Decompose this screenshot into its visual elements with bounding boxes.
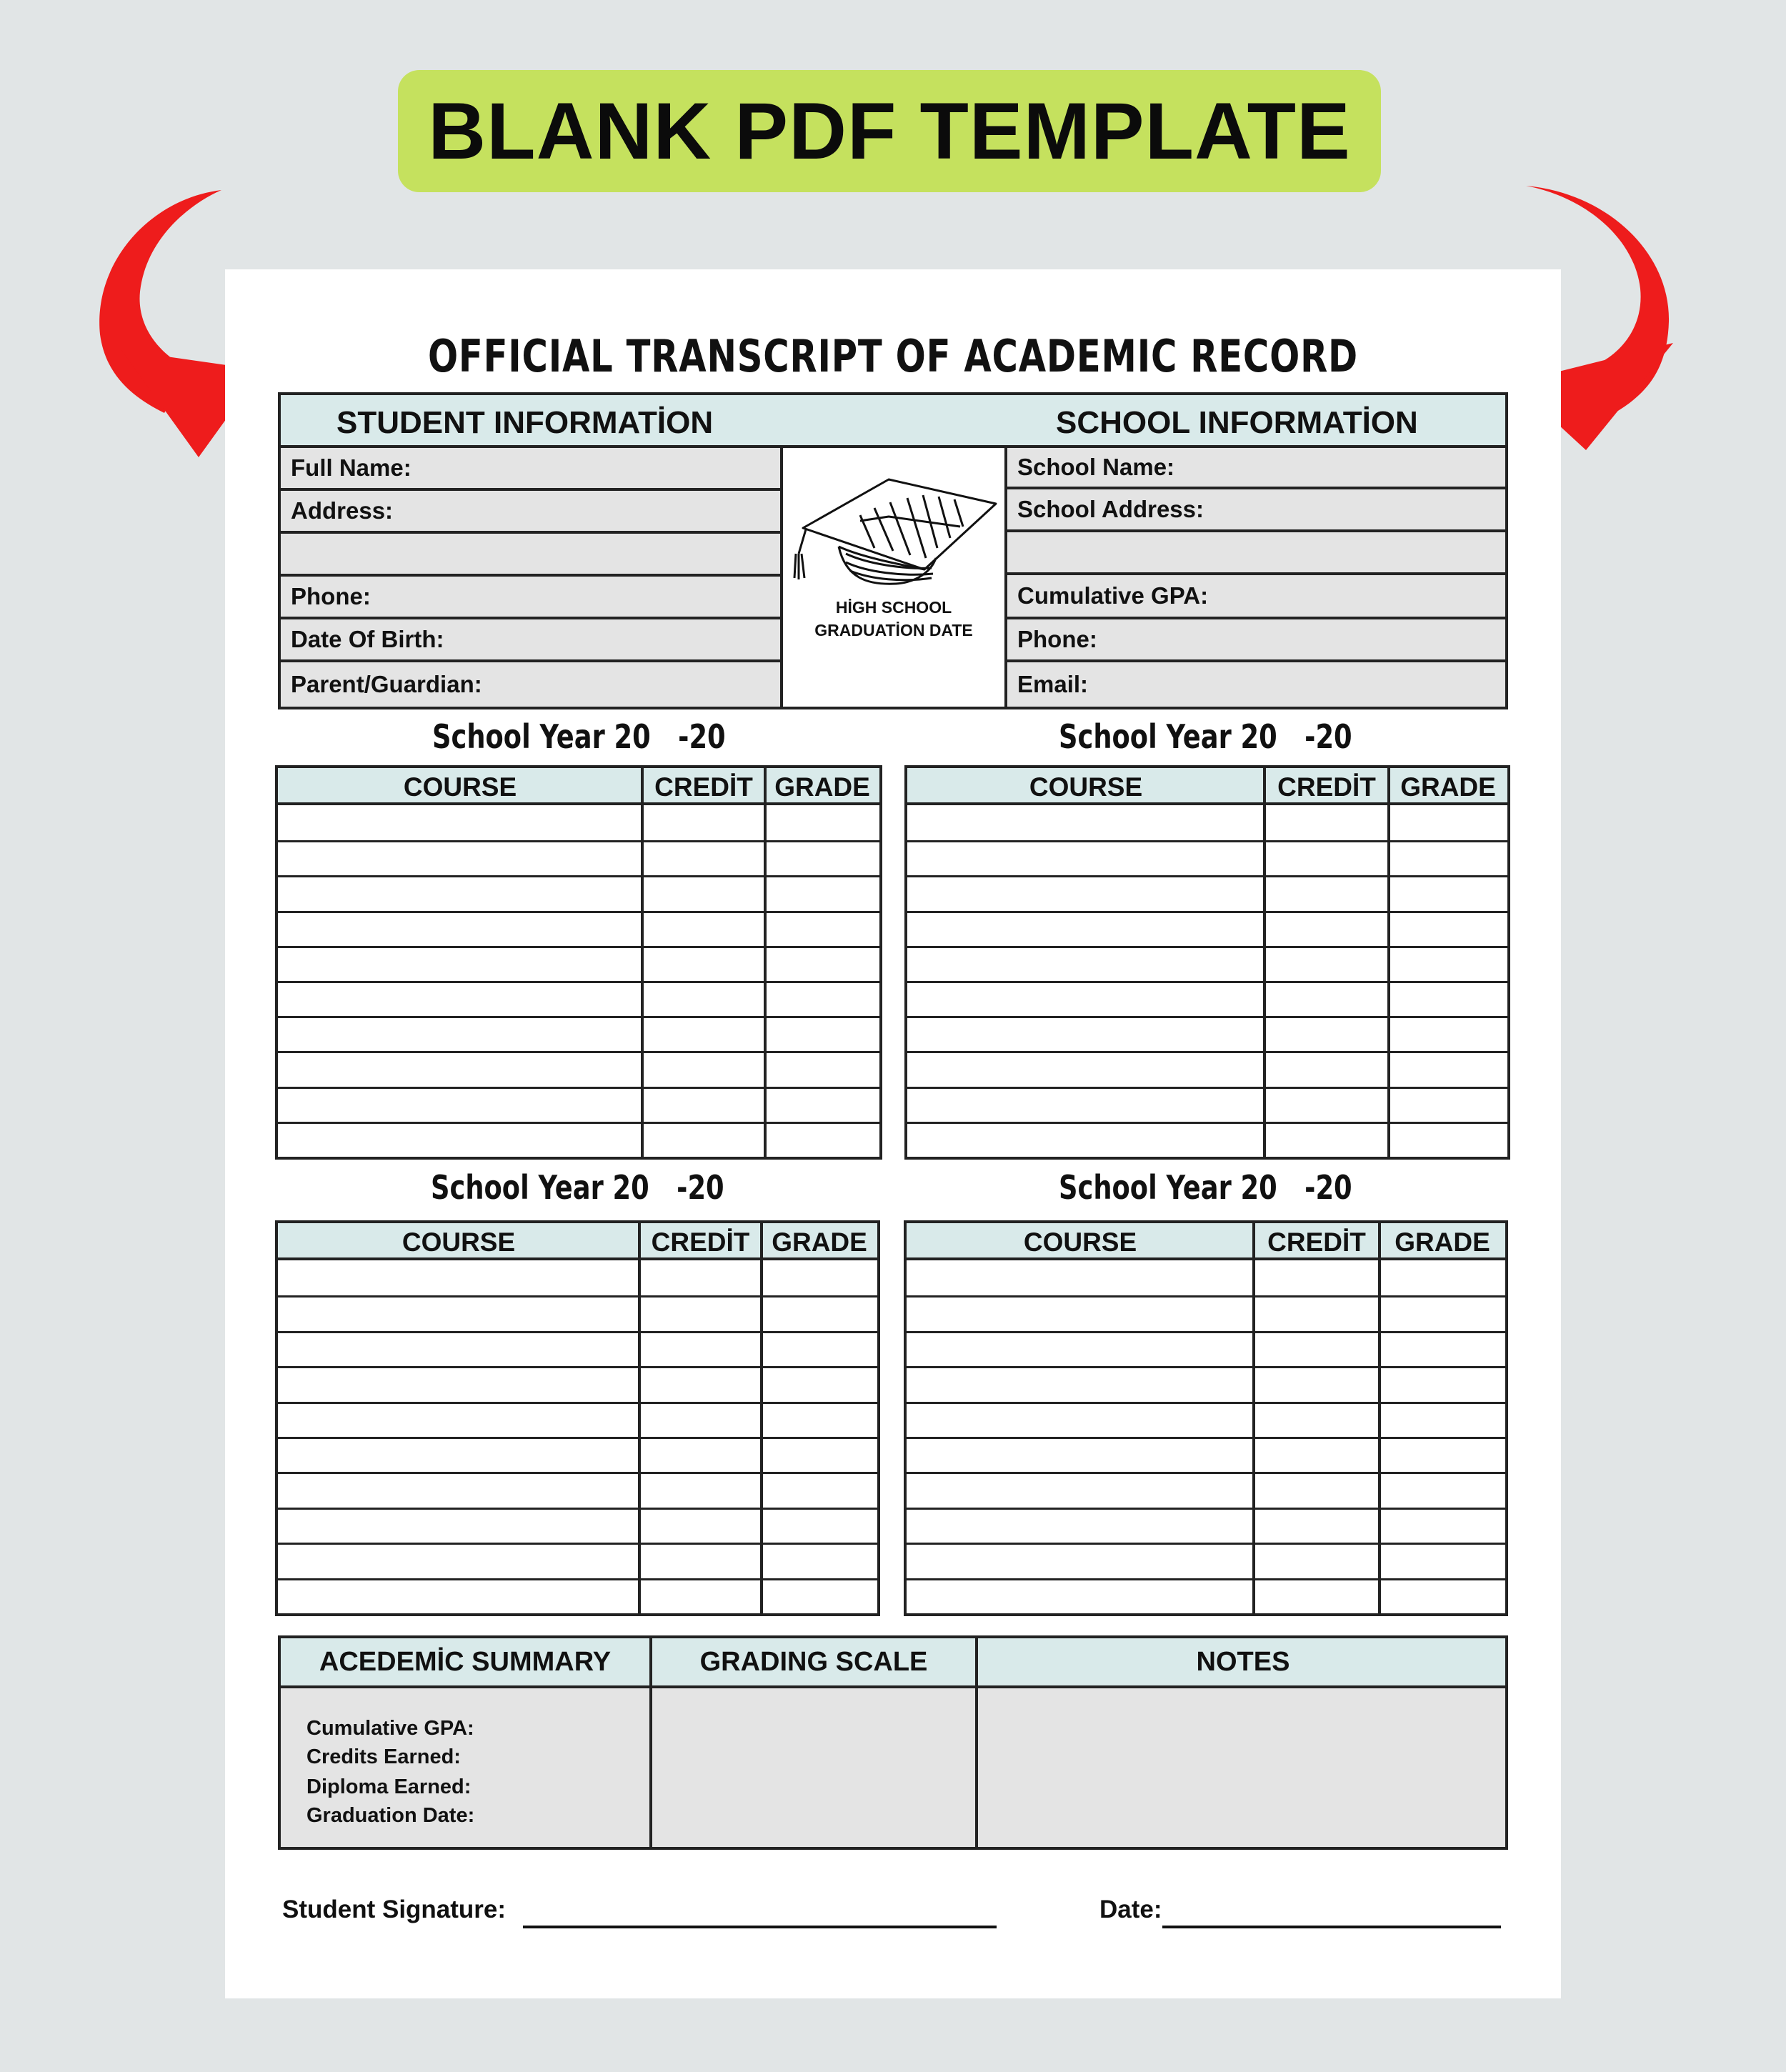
summary-graduation-date: Graduation Date:: [306, 1804, 475, 1827]
school-name-label: School Name:: [1017, 454, 1175, 480]
student-signature-line[interactable]: [523, 1926, 997, 1928]
address-line-2-field[interactable]: [278, 531, 783, 577]
notes-title: NOTES: [1196, 1647, 1290, 1677]
row-divider: [907, 1087, 1507, 1089]
column-divider: [1387, 768, 1390, 1157]
school-address-field[interactable]: [1004, 487, 1508, 532]
school-year-label: School Year 20 -20: [1059, 717, 1352, 756]
summary-cumulative-gpa: Cumulative GPA:: [306, 1717, 474, 1740]
date-line[interactable]: [1162, 1926, 1501, 1928]
full-name-label: Full Name:: [291, 454, 411, 481]
address-label: Address:: [291, 497, 394, 524]
school-year-label: School Year 20 -20: [431, 1168, 724, 1207]
school-phone-label: Phone:: [1017, 626, 1097, 652]
row-divider: [907, 1016, 1507, 1018]
cumulative-gpa-label: Cumulative GPA:: [1017, 582, 1209, 609]
row-divider: [907, 1366, 1505, 1368]
course-header: COURSE: [1029, 772, 1143, 802]
date-label: Date:: [1099, 1896, 1162, 1923]
row-divider: [907, 1543, 1505, 1545]
row-divider: [278, 1331, 877, 1333]
column-divider: [641, 768, 644, 1157]
row-divider: [278, 1578, 877, 1580]
course-table: [275, 765, 882, 1160]
course-header: COURSE: [401, 1227, 516, 1257]
row-divider: [907, 1578, 1505, 1580]
row-divider: [278, 1366, 877, 1368]
template-banner: [398, 70, 1381, 192]
column-divider: [1263, 768, 1266, 1157]
row-divider: [907, 1472, 1505, 1474]
student-signature-label: Student Signature:: [282, 1896, 507, 1923]
grade-header: GRADE: [1400, 772, 1496, 802]
row-divider: [907, 946, 1507, 948]
row-divider: [278, 981, 879, 983]
grade-header: GRADE: [1395, 1227, 1490, 1257]
course-table: [275, 1220, 880, 1616]
course-table: [904, 1220, 1508, 1616]
row-divider: [907, 981, 1507, 983]
row-divider: [278, 875, 879, 877]
row-divider: [278, 1295, 877, 1298]
row-divider: [278, 1437, 877, 1439]
row-divider: [907, 1122, 1507, 1124]
graduation-label-line2: GRADUATİON DATE: [814, 621, 973, 639]
credit-header: CREDİT: [651, 1227, 750, 1257]
school-year-label: School Year 20 -20: [1059, 1168, 1352, 1207]
info-header: [278, 392, 1508, 448]
row-divider: [907, 1402, 1505, 1404]
row-divider: [907, 1295, 1505, 1298]
school-email-field[interactable]: [1004, 659, 1508, 709]
graduation-cap-icon: [789, 464, 1003, 607]
column-divider: [638, 1223, 641, 1613]
summary-diploma-earned: Diploma Earned:: [306, 1775, 472, 1798]
course-table-header: [278, 768, 879, 805]
summary-credits-earned: Credits Earned:: [306, 1745, 461, 1768]
full-name-field[interactable]: [278, 445, 783, 491]
school-info-heading: SCHOOL INFORMATİON: [1056, 405, 1418, 440]
course-table: [904, 765, 1510, 1160]
date-of-birth-field[interactable]: [278, 617, 783, 662]
parent-guardian-field[interactable]: [278, 659, 783, 709]
row-divider: [278, 1122, 879, 1124]
school-name-field[interactable]: [1004, 445, 1508, 489]
row-divider: [278, 1051, 879, 1053]
graduation-date-box[interactable]: [780, 445, 1007, 709]
parent-guardian-label: Parent/Guardian:: [291, 671, 482, 697]
grade-header: GRADE: [772, 1227, 867, 1257]
graduation-label-line1: HİGH SCHOOL: [835, 598, 952, 617]
credit-header: CREDİT: [1277, 772, 1376, 802]
row-divider: [907, 875, 1507, 877]
credit-header: CREDİT: [654, 772, 753, 802]
page-title: OFFICIAL TRANSCRIPT OF ACADEMIC RECORD: [427, 330, 1359, 382]
row-divider: [278, 1016, 879, 1018]
row-divider: [278, 911, 879, 913]
school-email-label: Email:: [1017, 671, 1089, 697]
course-table-header: [907, 1223, 1505, 1260]
credit-header: CREDİT: [1267, 1227, 1366, 1257]
transcript-page: [225, 269, 1561, 1998]
phone-field[interactable]: [278, 574, 783, 619]
school-year-label: School Year 20 -20: [432, 717, 726, 756]
row-divider: [278, 946, 879, 948]
school-address-label: School Address:: [1017, 496, 1204, 522]
grade-header: GRADE: [774, 772, 870, 802]
row-divider: [278, 1508, 877, 1510]
address-field[interactable]: [278, 488, 783, 534]
row-divider: [278, 840, 879, 842]
column-divider: [764, 768, 767, 1157]
course-table-header: [907, 768, 1507, 805]
school-address-line-2-field[interactable]: [1004, 529, 1508, 575]
date-of-birth-label: Date Of Birth:: [291, 626, 444, 652]
row-divider: [278, 1472, 877, 1474]
row-divider: [907, 911, 1507, 913]
course-header: COURSE: [403, 772, 517, 802]
academic-summary-title: ACEDEMİC SUMMARY: [319, 1647, 612, 1677]
row-divider: [907, 1331, 1505, 1333]
row-divider: [907, 840, 1507, 842]
row-divider: [278, 1402, 877, 1404]
column-divider: [1252, 1223, 1255, 1613]
column-divider: [1378, 1223, 1381, 1613]
phone-label: Phone:: [291, 583, 371, 609]
row-divider: [907, 1051, 1507, 1053]
row-divider: [278, 1087, 879, 1089]
course-table-header: [278, 1223, 877, 1260]
banner-title: BLANK PDF TEMPLATE: [428, 86, 1351, 176]
row-divider: [278, 1543, 877, 1545]
grading-scale-title: GRADING SCALE: [699, 1647, 928, 1677]
course-header: COURSE: [1023, 1227, 1137, 1257]
student-info-heading: STUDENT INFORMATİON: [336, 405, 714, 440]
row-divider: [907, 1508, 1505, 1510]
column-divider: [760, 1223, 763, 1613]
cumulative-gpa-field[interactable]: [1004, 572, 1508, 619]
summary-section: [278, 1635, 1508, 1850]
row-divider: [907, 1437, 1505, 1439]
school-phone-field[interactable]: [1004, 617, 1508, 662]
